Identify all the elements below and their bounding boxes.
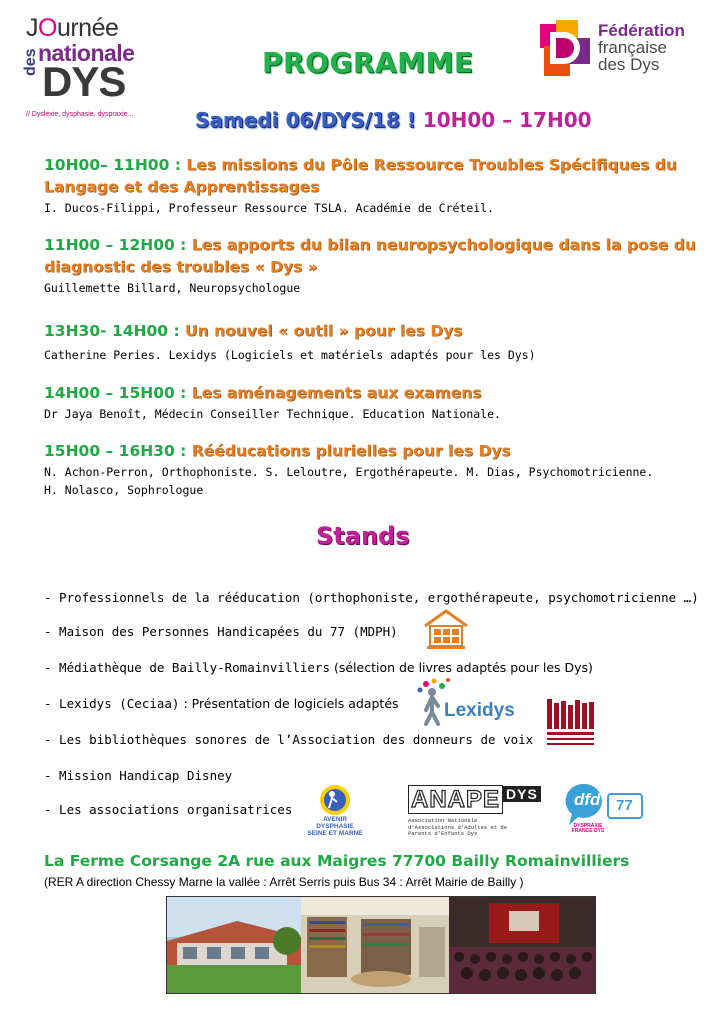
building-exterior-photo bbox=[167, 897, 301, 993]
session-5 bbox=[44, 440, 704, 499]
avenir-sun-icon bbox=[303, 780, 367, 816]
stand-item: - Médiathèque de Bailly-Romainvilliers (sélection de livres adaptés pour les Dys) bbox=[44, 660, 593, 675]
transport-directions: (RER A direction Chessy Marne la vallée : Arrêt Serris puis Bus 34 : Arrêt Mairie de Bailly ) bbox=[44, 875, 524, 889]
stand-item: - Les bibliothèques sonores de l’Association des donneurs de voix bbox=[44, 732, 534, 747]
session-speakers: Catherine Peries. Lexidys (Logiciels et matériels adaptés pour les Dys) bbox=[44, 348, 536, 362]
session-title: Les missions du Pôle Ressource Troubles Spécifiques du Langage et des Apprentissages bbox=[44, 156, 677, 196]
session-time: 14H00 – 15H00 : bbox=[44, 384, 187, 402]
session-3 bbox=[44, 320, 704, 364]
session-speakers: Dr Jaya Benoît, Médecin Conseiller Technique. Education Nationale. bbox=[44, 407, 501, 421]
library-interior-photo bbox=[301, 897, 449, 993]
session-speakers: Guillemette Billard, Neuropsychologue bbox=[44, 281, 301, 295]
event-hours: 10H00 – 17H00 bbox=[422, 108, 592, 132]
session-time: 15H00 – 16H30 : bbox=[44, 442, 187, 460]
event-day: Samedi 06/DYS/18 ! bbox=[195, 108, 416, 132]
venue-address: La Ferme Corsange 2A rue aux Maigres 77700 Bailly Romainvilliers bbox=[44, 852, 630, 870]
session-time: 11H00 – 12H00 : bbox=[44, 236, 187, 254]
stands-heading: Stands bbox=[316, 522, 410, 550]
mdph-house-icon bbox=[421, 608, 471, 650]
avenir-dysphasie-logo: AVENIR DYSPHASIE SEINE ET MARNE bbox=[303, 780, 367, 838]
stand-item: - Mission Handicap Disney bbox=[44, 768, 233, 783]
session-title: Les aménagements aux examens bbox=[186, 384, 482, 402]
auditorium-photo bbox=[449, 897, 595, 993]
event-date bbox=[195, 108, 592, 132]
journee-nationale-des-dys-logo: JOurnée nationale des DYS // Dyslexie, dysphasie, dyspraxie... bbox=[22, 14, 135, 118]
session-1 bbox=[44, 154, 704, 217]
session-2 bbox=[44, 234, 704, 297]
session-time: 13H30- 14H00 : bbox=[44, 322, 180, 340]
stand-item: - Lexidys (Ceciaa) : Présentation de logiciels adaptés bbox=[44, 696, 399, 711]
lexidys-logo: Lexidys bbox=[412, 676, 522, 728]
dfd-77-logo: dfd 77 DYSPRAXIE FRANCE DYS bbox=[562, 780, 646, 838]
session-speakers: N. Achon-Perron, Orthophoniste. S. Leloutre, Ergothérapeute. M. Dias, Psychomotricienne. H. Nolasco, Sophrologue bbox=[44, 465, 654, 497]
stand-item: - Les associations organisatrices bbox=[44, 802, 293, 817]
venue-photos bbox=[166, 896, 596, 994]
anape-dys-logo: ANAPE $^{DYS}$ Association Nationale d'Associations d'Adultes et de Parents d'Enfants Dys bbox=[408, 784, 524, 836]
ffd-mark-icon bbox=[538, 20, 592, 78]
stand-item: - Maison des Personnes Handicapées du 77 (MDPH) bbox=[44, 624, 398, 639]
federation-francaise-des-dys-logo: Fédération française des Dys bbox=[538, 14, 718, 84]
session-title: Rééducations plurielles pour les Dys bbox=[186, 442, 511, 460]
session-title: Un nouvel « outil » pour les Dys bbox=[179, 322, 463, 340]
stand-item: - Professionnels de la rééducation (orthophoniste, ergothérapeute, psychomotricienne …) bbox=[44, 590, 699, 605]
session-speakers: I. Ducos-Filippi, Professeur Ressource TSLA. Académie de Créteil. bbox=[44, 201, 495, 215]
session-title: Les apports du bilan neuropsychologique dans la pose du diagnostic des troubles « Dys » bbox=[44, 236, 696, 276]
bibliotheques-sonores-logo bbox=[545, 697, 597, 749]
session-time: 10H00– 11H00 : bbox=[44, 156, 181, 174]
page-title: PROGRAMME bbox=[262, 46, 474, 79]
session-4 bbox=[44, 382, 704, 423]
